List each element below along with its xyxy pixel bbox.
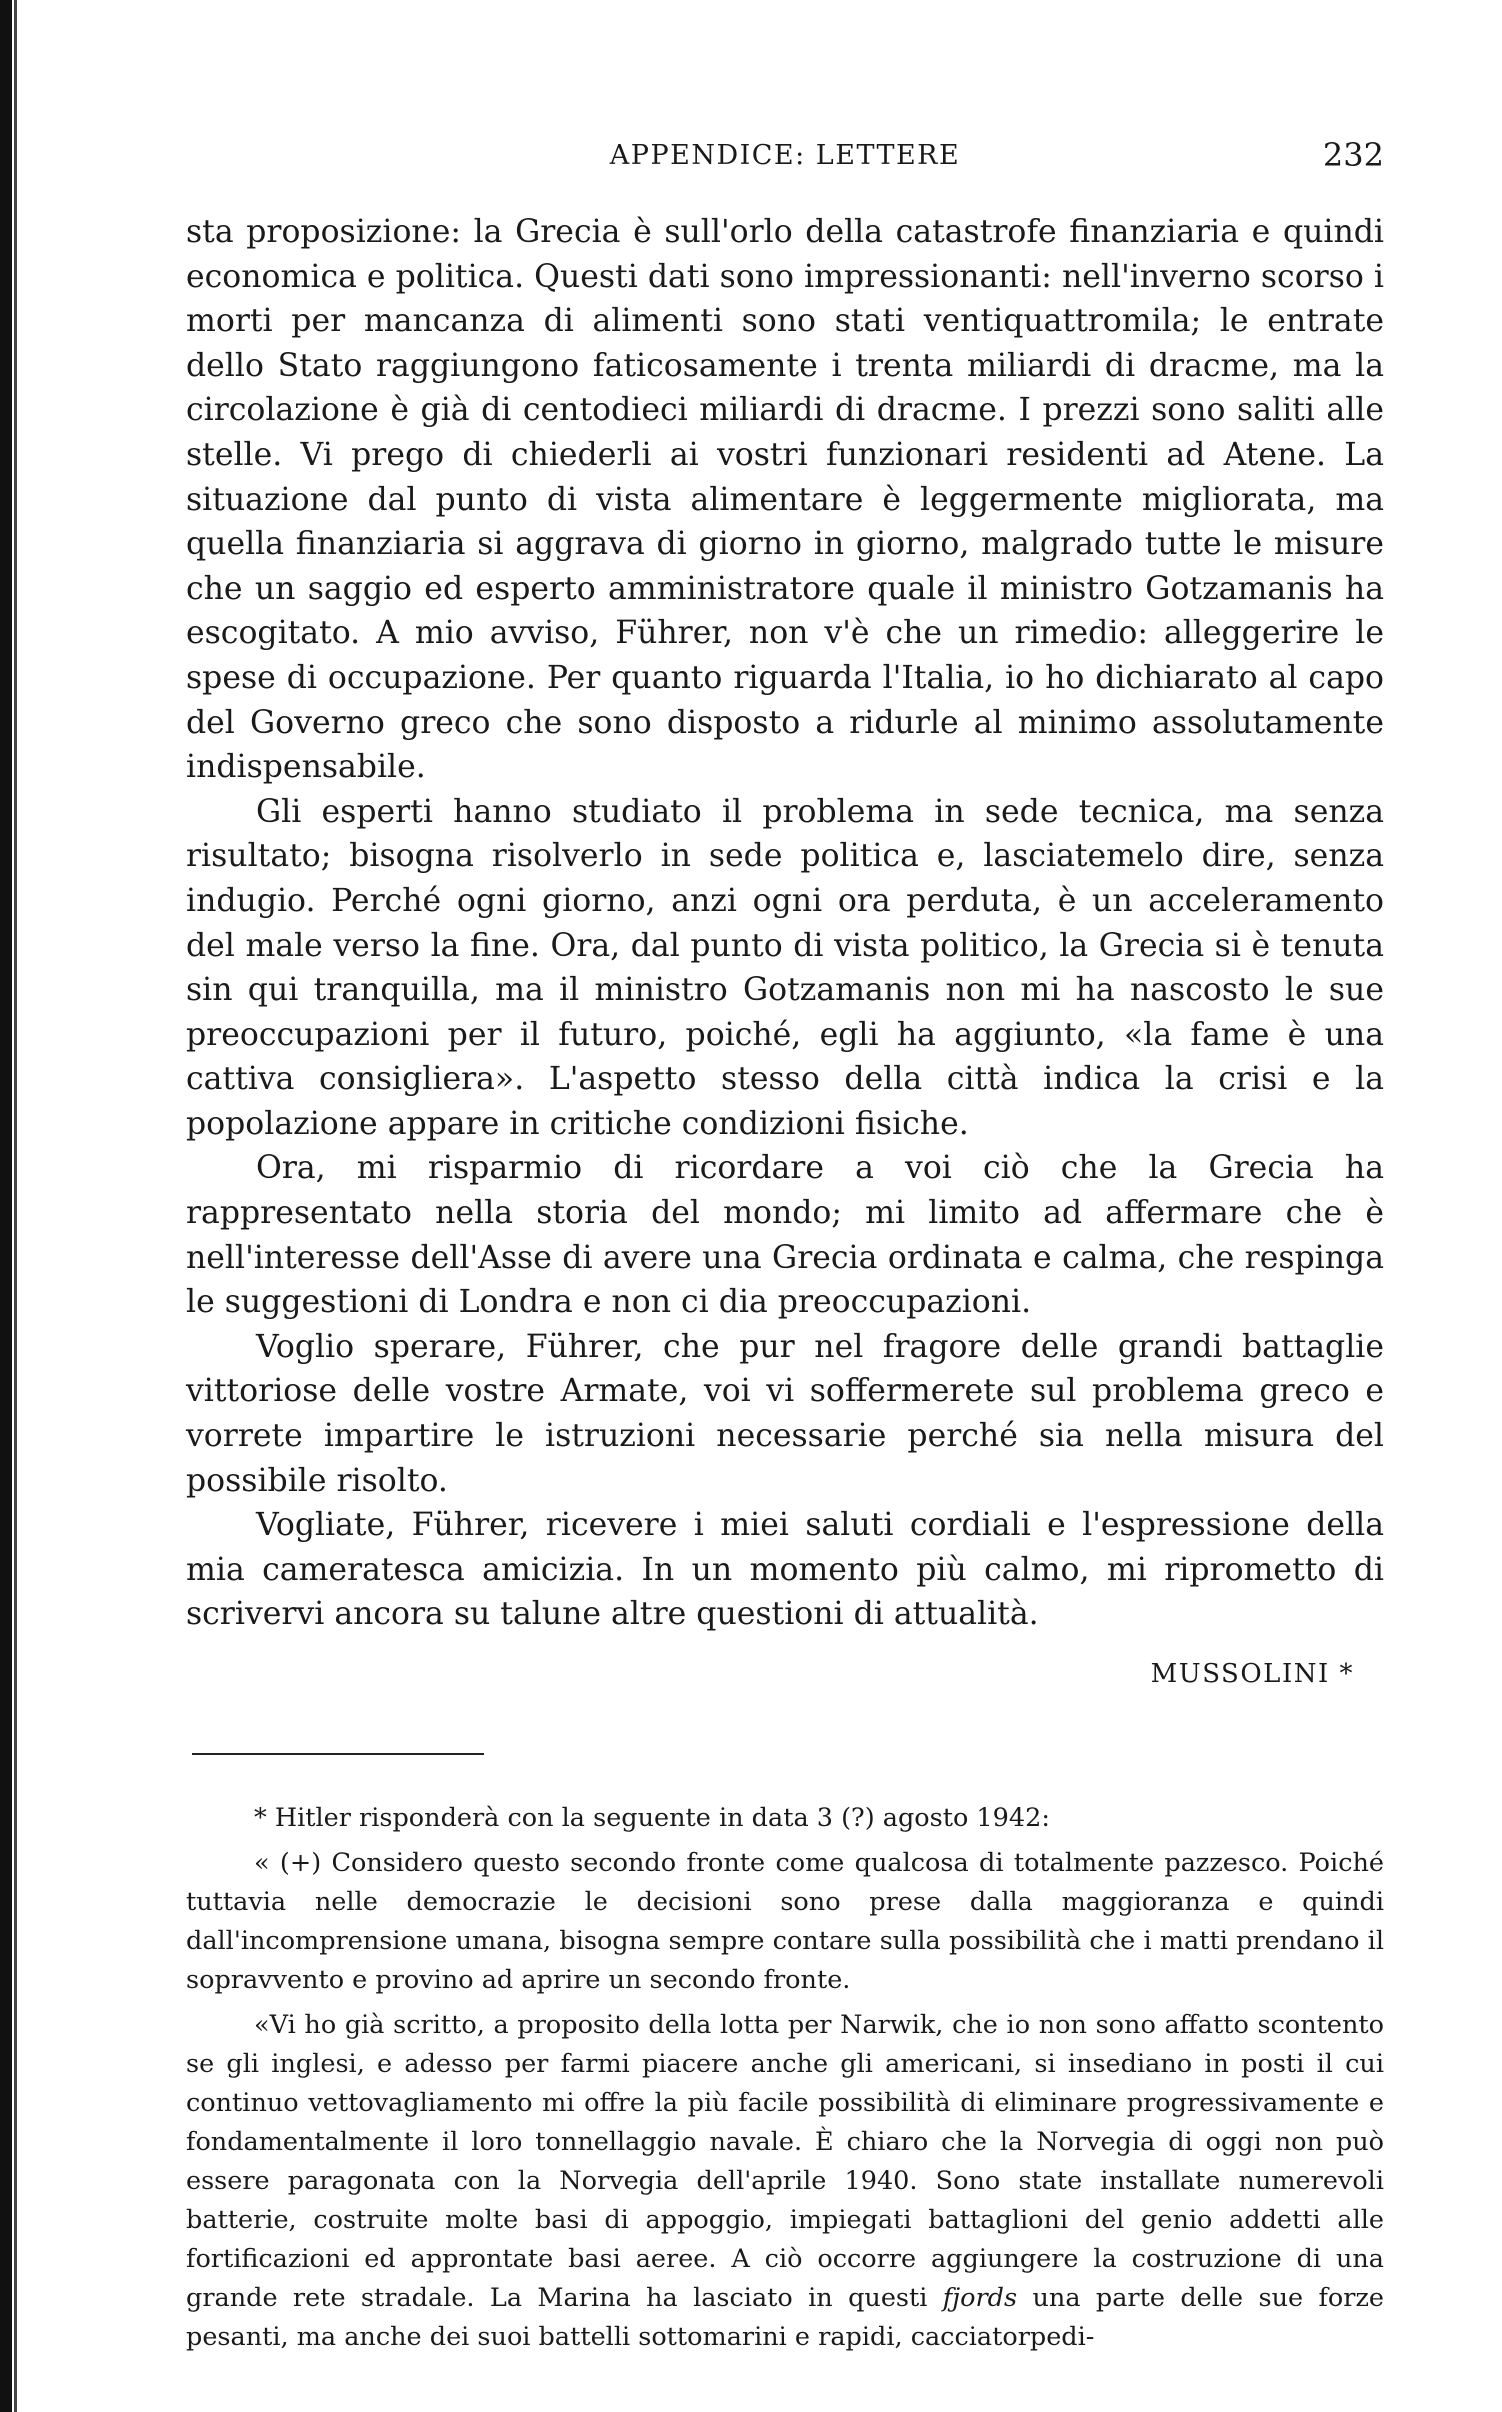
footnote-text: «Vi ho già scritto, a proposito della lotta per Narwik, che io non sono affatto scontento se gli inglesi, e adesso per farmi piacere anche gli americani, si insediano in posti il cui continuo vettovagliamento mi offre la più facile possibilità di eliminare progressivamente e fondamentalmente il loro tonnellaggio navale. È chiaro che la Norvegia di oggi non può essere paragonata con la Norvegia dell'aprile 1940. Sono state installate numerevoli batterie, costruite molte basi di appoggio, impiegati battaglioni del genio addetti alle fortificazioni ed approntate basi aeree. A ciò occorre aggiungere la costruzione di una grande rete stradale. La Marina ha lasciato in questi [186,2010,1384,2313]
scan-edge-line [14,0,17,2412]
paragraph: Gli esperti hanno studiato il problema in sede tecnica, ma senza risultato; bisogna risolverlo in sede politica e, lasciatemelo dire, senza indugio. Perché ogni giorno, anzi ogni ora perduta, è un acceleramento del male verso la fine. Ora, dal punto di vista politico, la Grecia si è tenuta sin qui tranquilla, ma il ministro Gotzamanis non mi ha nascosto le sue preoccupazioni per il futuro, poiché, egli ha aggiunto, «la fame è una cattiva consigliera». L'aspetto stesso della città indica la crisi e la popolazione appare in critiche condizioni fisiche. [186,793,1384,1142]
letter-body [186,210,1384,1637]
book-page [186,130,1384,2363]
paragraph: Vogliate, Führer, ricevere i miei saluti cordiali e l'espressione della mia cameratesca amicizia. In un momento più calmo, mi riprometto di scrivervi ancora su talune altre questioni di attualità. [186,1507,1384,1633]
running-title: APPENDICE: LETTERE [609,140,961,171]
footnote-italic: fjords [942,2283,1018,2313]
paragraph: sta proposizione: la Grecia è sull'orlo della catastrofe finanziaria e quindi economica e politica. Questi dati sono impressionanti: nell'inverno scorso i morti per mancanza di alimenti sono stati ventiquattromila; le entrate dello Stato raggiungono faticosamente i trenta miliardi di dracme, ma la circolazione è già di centodieci miliardi di dracme. I prezzi sono saliti alle stelle. Vi prego di chiederli ai vostri funzionari residenti ad Atene. La situazione dal punto di vista alimentare è leggermente migliorata, ma quella finanziaria si aggrava di giorno in giorno, malgrado tutte le misure che un saggio ed esperto amministratore quale il ministro Gotzamanis ha escogitato. A mio avviso, Führer, non v'è che un rimedio: alleggerire le spese di occupazione. Per quanto riguarda l'Italia, io ho dichiarato al capo del Governo greco che sono disposto a ridurle al minimo assolutamente indispensabile. [186,214,1384,786]
footnote-paragraph [186,2006,1384,2357]
footnotes [186,1799,1384,2357]
footnote-paragraph: « (+) Considero questo secondo fronte come qualcosa di totalmente pazzesco. Poiché tuttavia nelle democrazie le decisioni sono prese dalla maggioranza e quindi dall'incomprensione umana, bisogna sempre contare sulla possibilità che i matti prendano il sopravvento e provino ad aprire un secondo fronte. [186,1848,1384,1995]
paragraph: Ora, mi risparmio di ricordare a voi ciò che la Grecia ha rappresentato nella storia del mondo; mi limito ad affermare che è nell'interesse dell'Asse di avere una Grecia ordinata e calma, che respinga le suggestioni di Londra e non ci dia preoccupazioni. [186,1150,1384,1321]
footnote-rule [192,1753,484,1755]
footnote-line: * Hitler risponderà con la seguente in data 3 (?) agosto 1942: [254,1803,1050,1833]
footnote-text: una parte delle sue forze pesanti, ma anche dei suoi battelli sottomarini e rapidi, cacciatorpedi- [186,2283,1384,2352]
page-header [186,130,1384,190]
signature: MUSSOLINI * [1150,1659,1354,1689]
page-number: 232 [1322,136,1384,174]
paragraph: Voglio sperare, Führer, che pur nel fragore delle grandi battaglie vittoriose delle vostre Armate, voi vi soffermerete sul problema greco e vorrete impartire le istruzioni necessarie perché sia nella misura del possibile risolto. [186,1328,1384,1499]
scan-edge [0,0,12,2412]
